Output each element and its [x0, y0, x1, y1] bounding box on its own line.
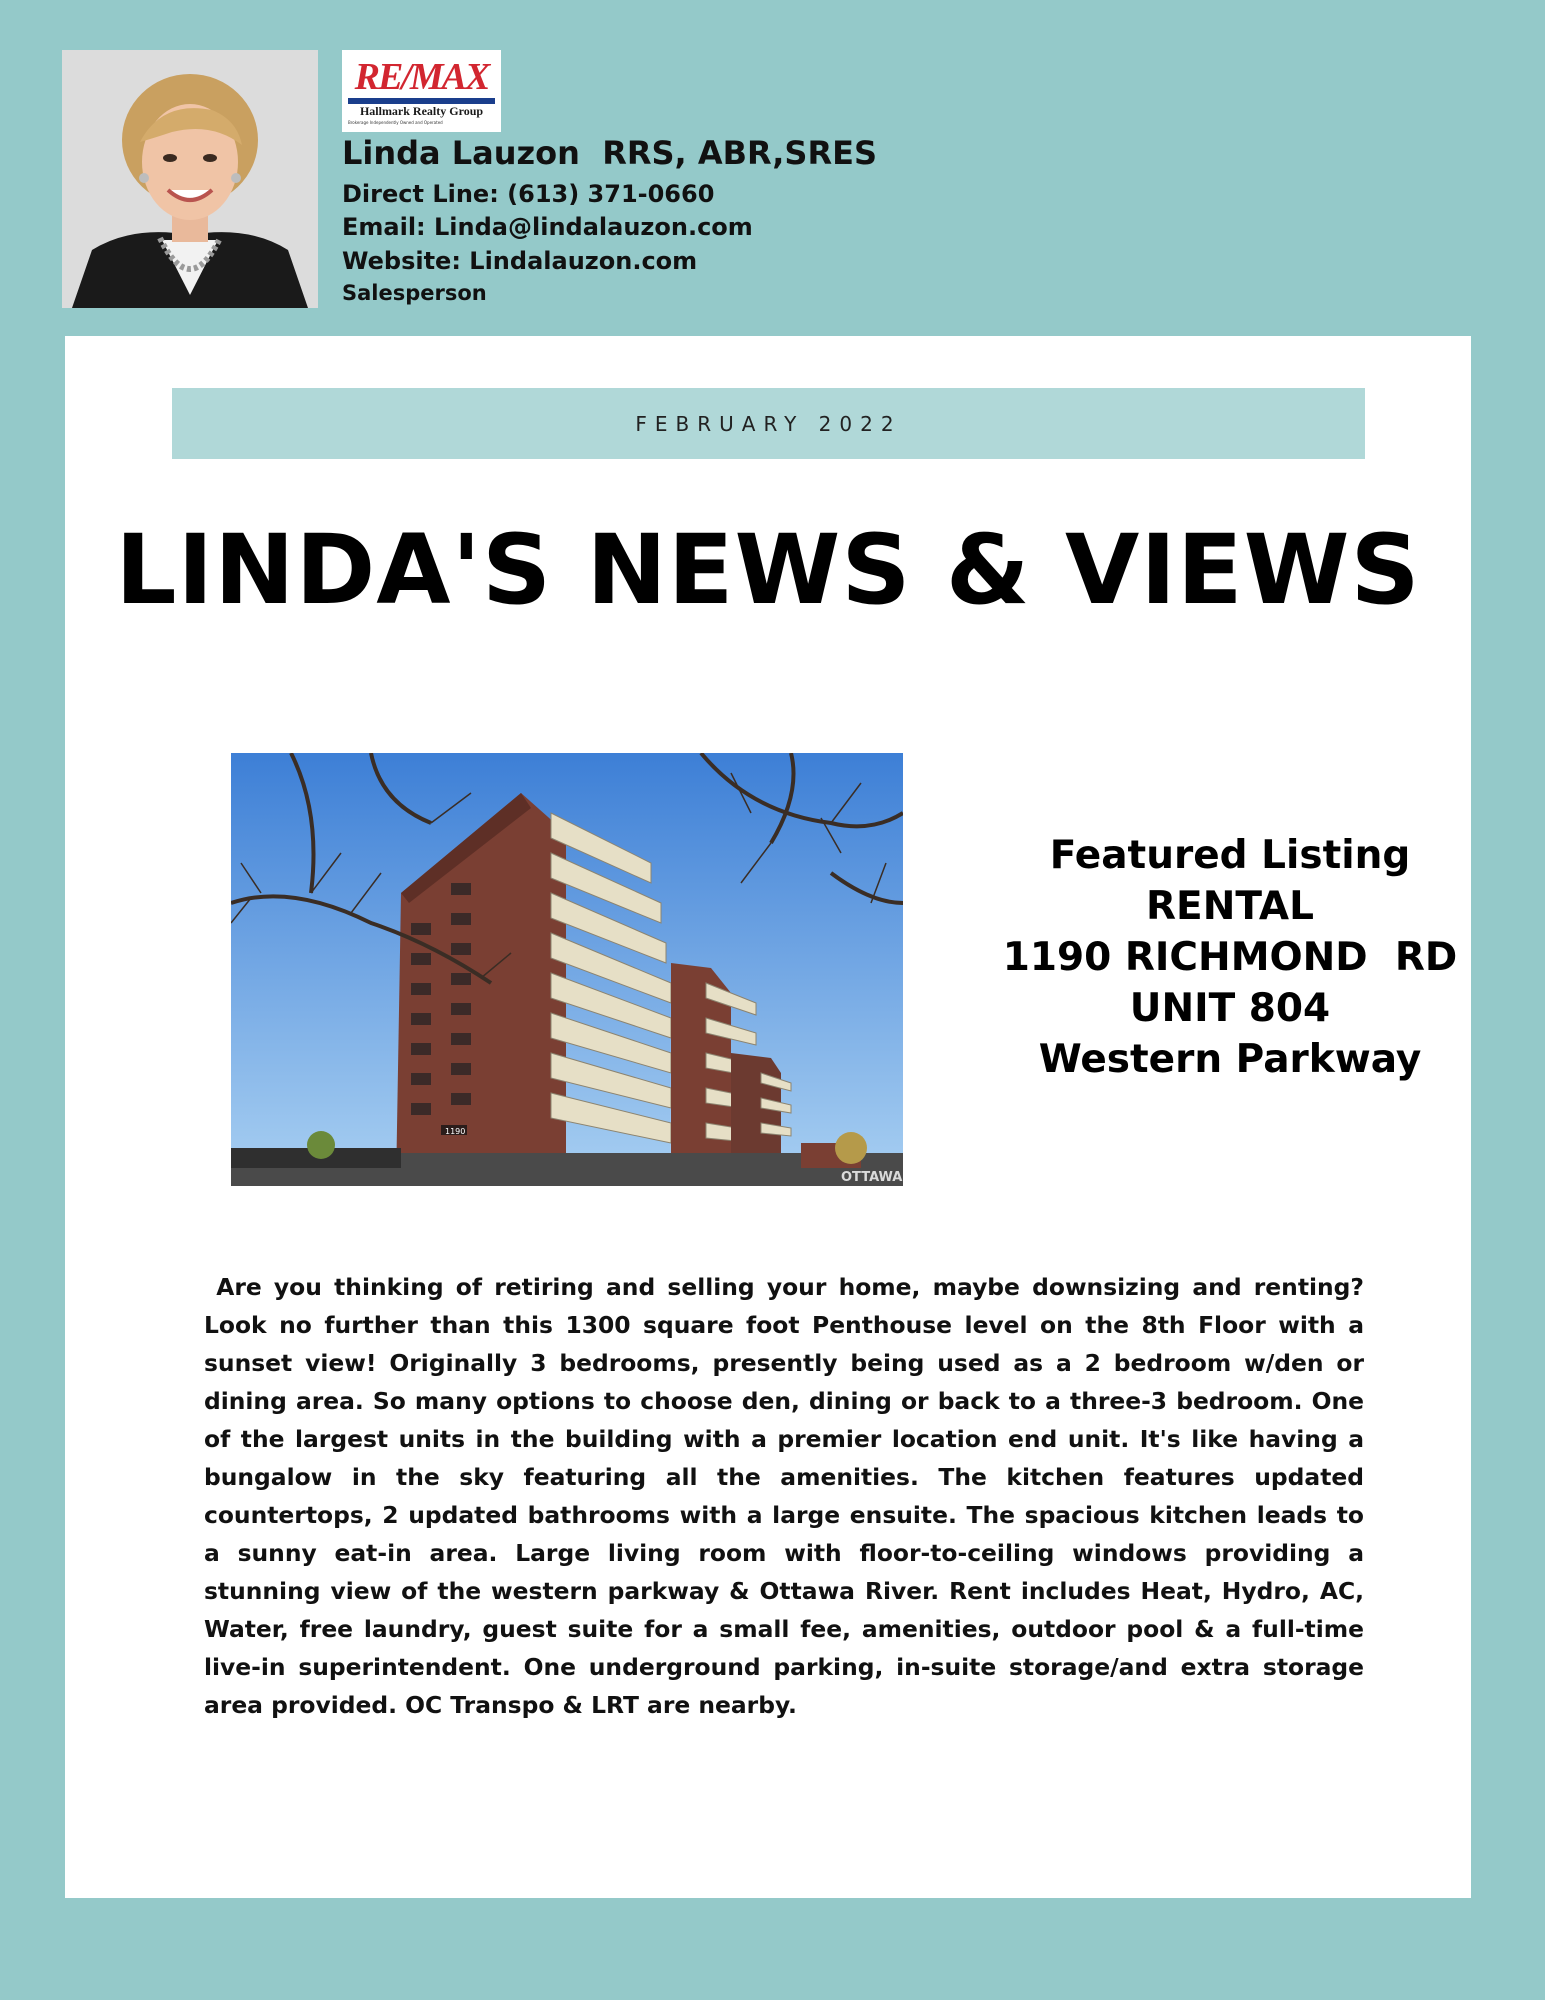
date-banner: [172, 388, 1365, 459]
listing-neighbourhood: Western Parkway: [1038, 1037, 1422, 1082]
website: Website: Lindalauzon.com: [342, 247, 698, 275]
building-number: 1190: [445, 1127, 466, 1136]
featured-listing: [945, 830, 1515, 1085]
agent-role: Salesperson: [342, 281, 487, 305]
remax-logo: [342, 50, 501, 132]
agent-name: Linda Lauzon RRS, ABR,SRES: [342, 134, 877, 172]
photo-watermark: OTTAWA: [841, 1170, 903, 1185]
listing-photo: [231, 753, 903, 1186]
featured-listing-heading: Featured Listing: [1049, 833, 1411, 878]
direct-line: Direct Line: (613) 371-0660: [342, 180, 715, 208]
listing-type: RENTAL: [1146, 884, 1314, 929]
listing-description: Are you thinking of retiring and selling your home, maybe downsizing and renting? Look no further than this 1300 square foot Penthouse level on the 8th Floor with a sunset view! Originally 3 bedrooms, presently being used as a 2 bedroom w/den or dining area. So many options to choose den, dining or back to a three-3 bedroom. One of the largest units in the building with a premier location end unit. It's like having a bungalow in the sky featuring all the amenities. The kitchen features updated countertops, 2 updated bathrooms with a large ensuite. The spacious kitchen leads to a sunny eat-in area. Large living room with floor-to-ceiling windows providing a stunning view of the western parkway & Ottawa River. Rent includes Heat, Hydro, AC, Water, free laundry, guest suite for a small fee, amenities, outdoor pool & a full-time live-in superintendent. One underground parking, in-suite storage/and extra storage area provided. OC Transpo & LRT are nearby.: [204, 1273, 1373, 1719]
issue-date: FEBRUARY 2022: [635, 411, 902, 436]
newsletter-title: LINDA'S NEWS & VIEWS: [115, 514, 1421, 626]
logo-brand-text: RE/MAX: [354, 56, 489, 98]
listing-address: 1190 RICHMOND RD: [1002, 935, 1458, 980]
email-address: Email: Linda@lindalauzon.com: [342, 213, 753, 241]
logo-tagline-text: Brokerage Independently Owned and Operated: [348, 120, 443, 125]
agent-portrait-image: [62, 50, 318, 308]
logo-office-text: Hallmark Realty Group: [359, 104, 484, 118]
agent-headshot: [62, 50, 318, 308]
building-photo-image: [231, 753, 903, 1186]
listing-unit: UNIT 804: [1129, 986, 1331, 1031]
newsletter-panel: [65, 336, 1471, 1898]
